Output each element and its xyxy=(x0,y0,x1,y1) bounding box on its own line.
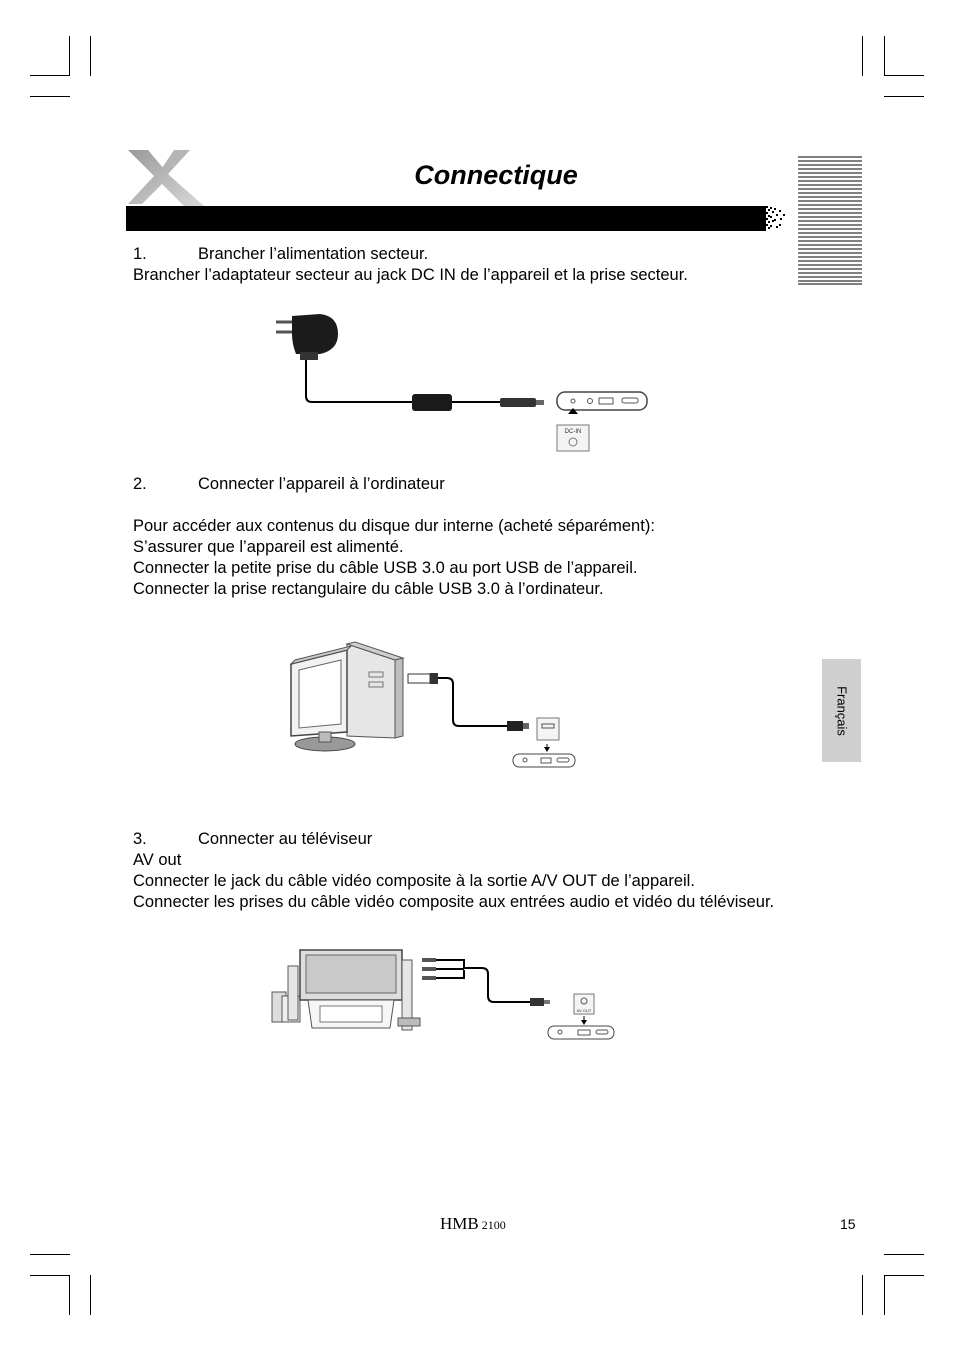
model-name xyxy=(440,1214,506,1234)
brand-logo-icon xyxy=(124,146,214,208)
header-bar-dither xyxy=(752,206,786,231)
crop-mark xyxy=(862,1275,863,1315)
step-number: 1. xyxy=(133,245,147,263)
header-bar xyxy=(126,206,766,231)
step-number: 3. xyxy=(133,830,147,848)
body-text: Connecter la prise rectangulaire du câble USB 3.0 à l’ordinateur. xyxy=(133,580,604,598)
body-text: Brancher l’adaptateur secteur au jack DC IN de l’appareil et la prise secteur. xyxy=(133,266,688,284)
crop-mark xyxy=(884,75,924,76)
dc-in-label: DC-IN xyxy=(564,429,582,435)
body-text: S’assurer que l’appareil est alimenté. xyxy=(133,538,404,556)
sub-heading: AV out xyxy=(133,851,182,869)
crop-mark xyxy=(884,36,885,76)
crop-mark xyxy=(69,36,70,76)
crop-mark xyxy=(69,1275,70,1315)
language-label: Français xyxy=(834,685,849,736)
crop-mark xyxy=(884,1275,885,1315)
model-text: HMB xyxy=(440,1214,479,1233)
step-heading: Connecter au téléviseur xyxy=(198,830,373,848)
computer-usb-illustration xyxy=(285,640,585,775)
page-title: Connectique xyxy=(414,160,578,190)
crop-mark xyxy=(862,36,863,76)
page-number: 15 xyxy=(840,1216,856,1232)
tv-av-illustration xyxy=(268,942,623,1042)
body-text: Pour accéder aux contenus du disque dur interne (acheté séparément): xyxy=(133,517,655,535)
step-number: 2. xyxy=(133,475,147,493)
crop-mark xyxy=(884,1254,924,1255)
crop-mark xyxy=(30,75,70,76)
body-text: Connecter le jack du câble vidéo composite à la sortie A/V OUT de l’appareil. xyxy=(133,872,695,890)
step-heading: Brancher l’alimentation secteur. xyxy=(198,245,429,263)
crop-mark xyxy=(90,1275,91,1315)
decorative-stripes xyxy=(798,156,862,286)
body-paragraph: Connecter les prises du câble vidéo composite aux entrées audio et vidéo du téléviseur. xyxy=(133,893,775,911)
crop-mark xyxy=(30,1254,70,1255)
model-number: 2100 xyxy=(481,1218,506,1232)
crop-mark xyxy=(30,96,70,97)
crop-mark xyxy=(90,36,91,76)
crop-mark xyxy=(884,96,924,97)
step-heading: Connecter l’appareil à l’ordinateur xyxy=(198,475,445,493)
language-tab xyxy=(822,659,861,762)
body-text: Connecter la petite prise du câble USB 3.0 au port USB de l’appareil. xyxy=(133,559,638,577)
power-adapter-illustration xyxy=(270,310,660,455)
crop-mark xyxy=(884,1275,924,1276)
crop-mark xyxy=(30,1275,70,1276)
av-out-label: AV OUT xyxy=(576,1008,592,1013)
